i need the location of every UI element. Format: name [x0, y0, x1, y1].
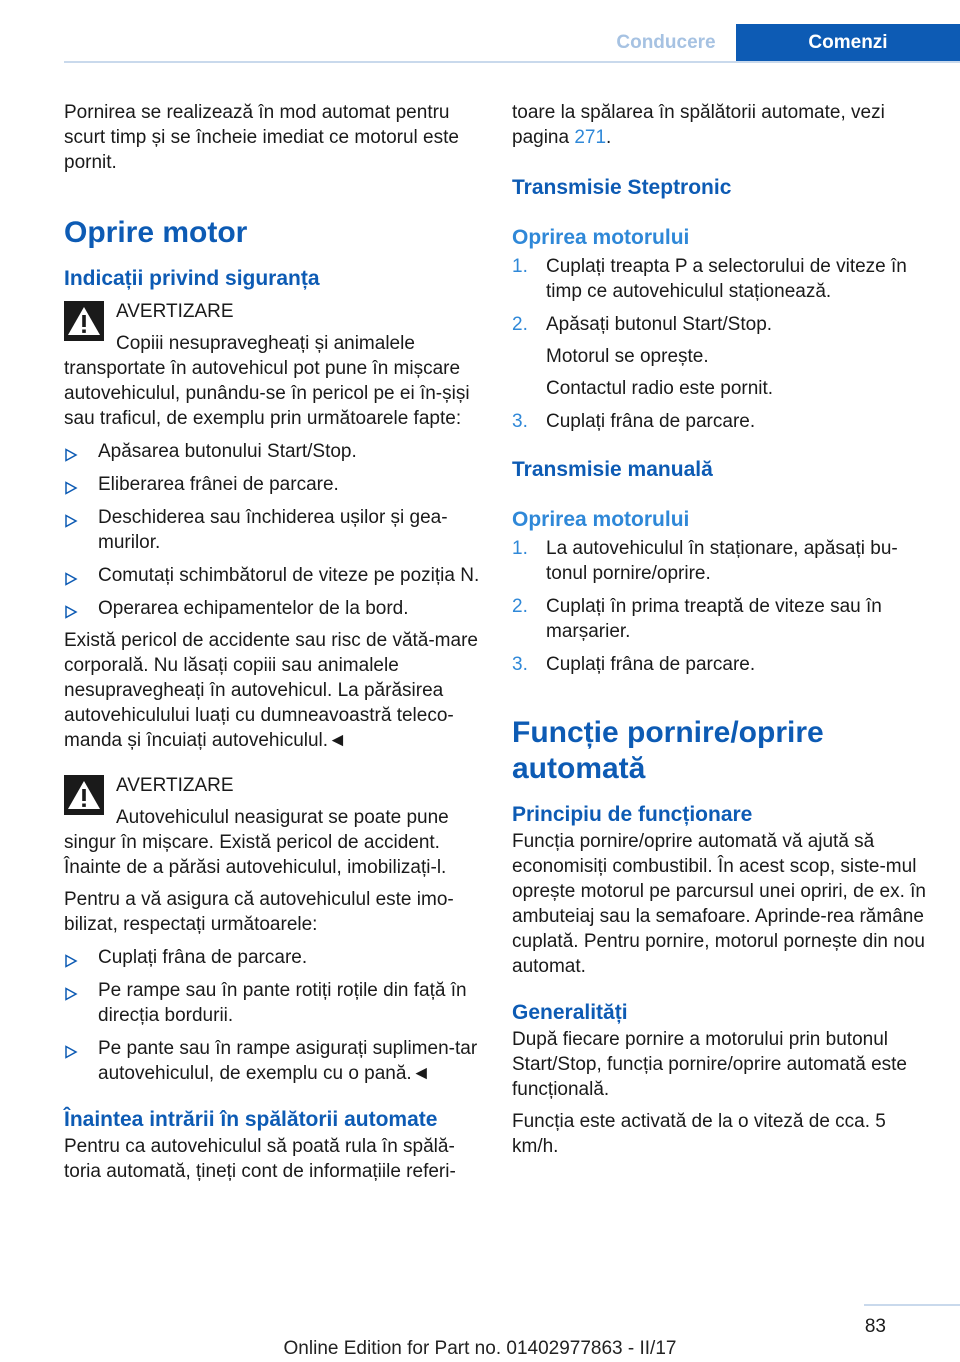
list-item: Pe rampe sau în pante rotiți roțile din față în direcția bordurii.: [64, 978, 482, 1028]
list-item: Eliberarea frânei de parcare.: [64, 472, 482, 497]
risk-paragraph: Există pericol de accidente sau risc de vătă-mare corporală. Nu lăsați copiii sau animalele nesupravegheați în autovehicul. La părăsirea autovehiculului luați cu dumneavoastră teleco-manda și încuiați autovehiculul.◄: [64, 630, 478, 751]
car-wash-paragraph: Pentru ca autovehiculul să poată rula în spălă-toria automată, țineți cont de informațiile referi-: [64, 1136, 456, 1182]
list-item: 1. Cuplați treapta P a selectorului de viteze în timp ce autovehiculul staționează.: [512, 256, 907, 302]
steps-list-2: [512, 536, 930, 677]
warning-title: AVERTIZARE: [116, 301, 234, 322]
triangle-right-icon: [64, 950, 78, 964]
heading-stop-engine: Oprirea motorului: [512, 508, 690, 531]
list-item: Apăsarea butonului Start/Stop.: [64, 439, 482, 464]
warning-triangle-icon: [64, 775, 104, 815]
triangle-right-icon: [64, 1041, 78, 1055]
heading-general: Generalități: [512, 1001, 628, 1024]
heading-stop-engine: Oprirea motorului: [512, 226, 690, 249]
triangle-right-icon: [64, 568, 78, 582]
list-item: Cuplați frâna de parcare.: [64, 945, 482, 970]
list-item: 2. Apăsați butonul Start/Stop. Motorul se oprește. Contactul radio este pornit.: [512, 314, 774, 399]
continuation-paragraph: toare la spălarea în spălătorii automate, vezi pagina 271.: [512, 102, 885, 148]
intro-paragraph: Pornirea se realizează în mod automat pentru scurt timp și se încheie imediat ce motorul este pornit.: [64, 102, 459, 173]
page-number: 83: [864, 1316, 886, 1337]
list-item: Pe pante sau în rampe asigurați suplimen-tar autovehiculul, de exemplu cu o pană.◄: [64, 1036, 482, 1086]
list-item: Comutați schimbătorul de viteze pe poziția N.: [64, 563, 482, 588]
triangle-right-icon: [64, 510, 78, 524]
tab-comenzi[interactable]: Comenzi: [736, 24, 960, 61]
page-link[interactable]: 271: [574, 127, 607, 148]
warning-block-2: [64, 773, 482, 830]
footer-divider: [864, 1304, 960, 1306]
list-item: Operarea echipamentelor de la bord.: [64, 596, 482, 621]
bullet-list-1: [64, 439, 482, 621]
heading-manual: Transmisie manuală: [512, 458, 713, 481]
warning-lead: Copiii nesupravegheați și animalele: [116, 333, 415, 354]
ensure-paragraph: Pentru a vă asigura că autovehiculul este imo-bilizat, respectați următoarele:: [64, 889, 454, 935]
left-column: [64, 100, 482, 1184]
list-item: 3. Cuplați frâna de parcare.: [512, 654, 756, 675]
warning-block-1: [64, 299, 482, 356]
general-paragraph-2: Funcția este activată de la o viteză de cca. 5 km/h.: [512, 1111, 886, 1157]
heading-principle: Principiu de funcționare: [512, 803, 753, 826]
header-divider: [64, 61, 960, 63]
warning-triangle-icon: [64, 301, 104, 341]
list-item: 3. Cuplați frâna de parcare.: [512, 411, 756, 432]
warning-lead: Autovehiculul neasigurat se poate pune: [116, 807, 449, 828]
warning-text: singur în mișcare. Există pericol de accident. Înainte de a părăsi autovehiculul, imobilizați-l.: [64, 832, 447, 878]
triangle-right-icon: [64, 601, 78, 615]
heading-oprire-motor: Oprire motor: [64, 216, 248, 249]
general-paragraph-1: După fiecare pornire a motorului prin butonul Start/Stop, funcția pornire/oprire automată este funcțională.: [512, 1029, 907, 1100]
triangle-right-icon: [64, 444, 78, 458]
heading-auto-start-stop: Funcție pornire/oprire automată: [512, 716, 824, 785]
list-item: 1. La autovehiculul în staționare, apăsați bu-tonul pornire/oprire.: [512, 538, 898, 584]
online-edition: Online Edition for Part no. 01402977863 - II/17: [283, 1338, 677, 1359]
list-item: Deschiderea sau închiderea ușilor și gea-murilor.: [64, 505, 482, 555]
warning-text: transportate în autovehicul pot pune în mișcare autovehiculul, punându-se în pericol pe ei în-șiși sau traficul, de exemplu prin următoarele fapte:: [64, 358, 470, 429]
warning-title: AVERTIZARE: [116, 775, 234, 796]
heading-car-wash: Înaintea intrării în spălătorii automate: [64, 1108, 438, 1131]
tab-conducere[interactable]: Conducere: [616, 32, 716, 53]
triangle-right-icon: [64, 983, 78, 997]
triangle-right-icon: [64, 477, 78, 491]
list-item: 2. Cuplați în prima treaptă de viteze sau în marșarier.: [512, 596, 882, 642]
heading-steptronic: Transmisie Steptronic: [512, 176, 732, 199]
steps-list-1: [512, 254, 930, 434]
bullet-list-2: [64, 945, 482, 1086]
principle-paragraph: Funcția pornire/oprire automată vă ajută să economisiți combustibil. În acest scop, siste-mul oprește motorul pe parcursul unei opriri, de ex. în ambuteiaj sau la semafoare. Aprinde-rea rămâne cuplată. Pentru pornire, motorul pornește din nou automat.: [512, 831, 926, 977]
heading-safety: Indicații privind siguranța: [64, 267, 320, 290]
right-column: [512, 100, 930, 1159]
